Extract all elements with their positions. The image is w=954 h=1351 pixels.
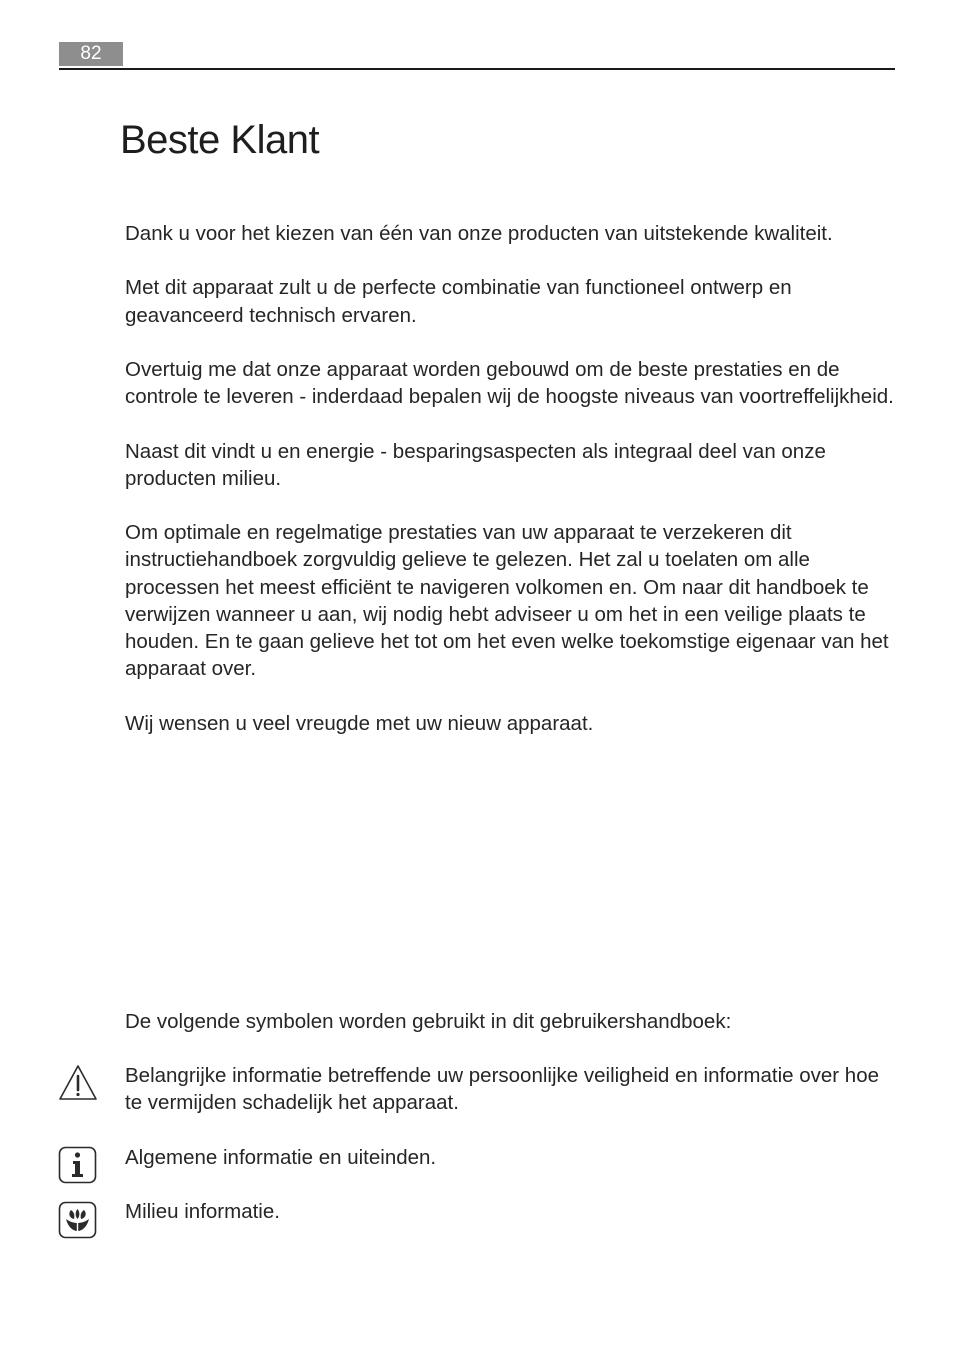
paragraph-combination: Met dit apparaat zult u de perfecte combinatie van functioneel ontwerp en geavanceerd technisch ervaren. [125,276,792,327]
paragraph-instructions: Om optimale en regelmatige prestaties van uw apparaat te verzekeren dit instructiehandboek zorgvuldig gelieve te gelezen. Het zal u toelaten om alle processen het meest efficiënt te navigeren volkomen en. Om naar dit handboek te verwijzen wanneer u aan, wij nodig hebt adviseer u om het in een veilige plaats te houden. En te gaan gelieve het tot om het even welke toekomstige eigenaar van het apparaat over. [125,521,889,681]
information-icon [58,1146,98,1184]
symbol-text-environment: Milieu informatie. [125,1200,280,1223]
page-title: Beste Klant [120,118,320,162]
header-rule [59,68,895,70]
paragraph-energy: Naast dit vindt u en energie - besparingsaspecten als integraal deel van onze producten milieu. [125,439,826,490]
symbol-text-warning: Belangrijke informatie betreffende uw persoonlijke veiligheid en informatie over hoe te vermijden schadelijk het apparaat. [125,1064,880,1115]
paragraph-wishes: Wij wensen u veel vreugde met uw nieuw apparaat. [125,711,594,735]
environment-flower-icon [58,1201,98,1239]
paragraph-thanks: Dank u voor het kiezen van één van onze producten van uitstekende kwaliteit. [125,222,833,245]
page-number-badge: 82 [59,42,123,66]
paragraph-performance: Overtuig me dat onze apparaat worden gebouwd om de beste prestaties en de controle te leveren - inderdaad bepalen wij de hoogste niveaus van voortreffelijkheid. [125,357,894,409]
body-text [125,220,905,764]
symbol-text-information: Algemene informatie en uiteinden. [125,1146,437,1169]
warning-triangle-icon [58,1064,98,1102]
symbols-intro: De volgende symbolen worden gebruikt in dit gebruikershandboek: [125,1010,732,1033]
